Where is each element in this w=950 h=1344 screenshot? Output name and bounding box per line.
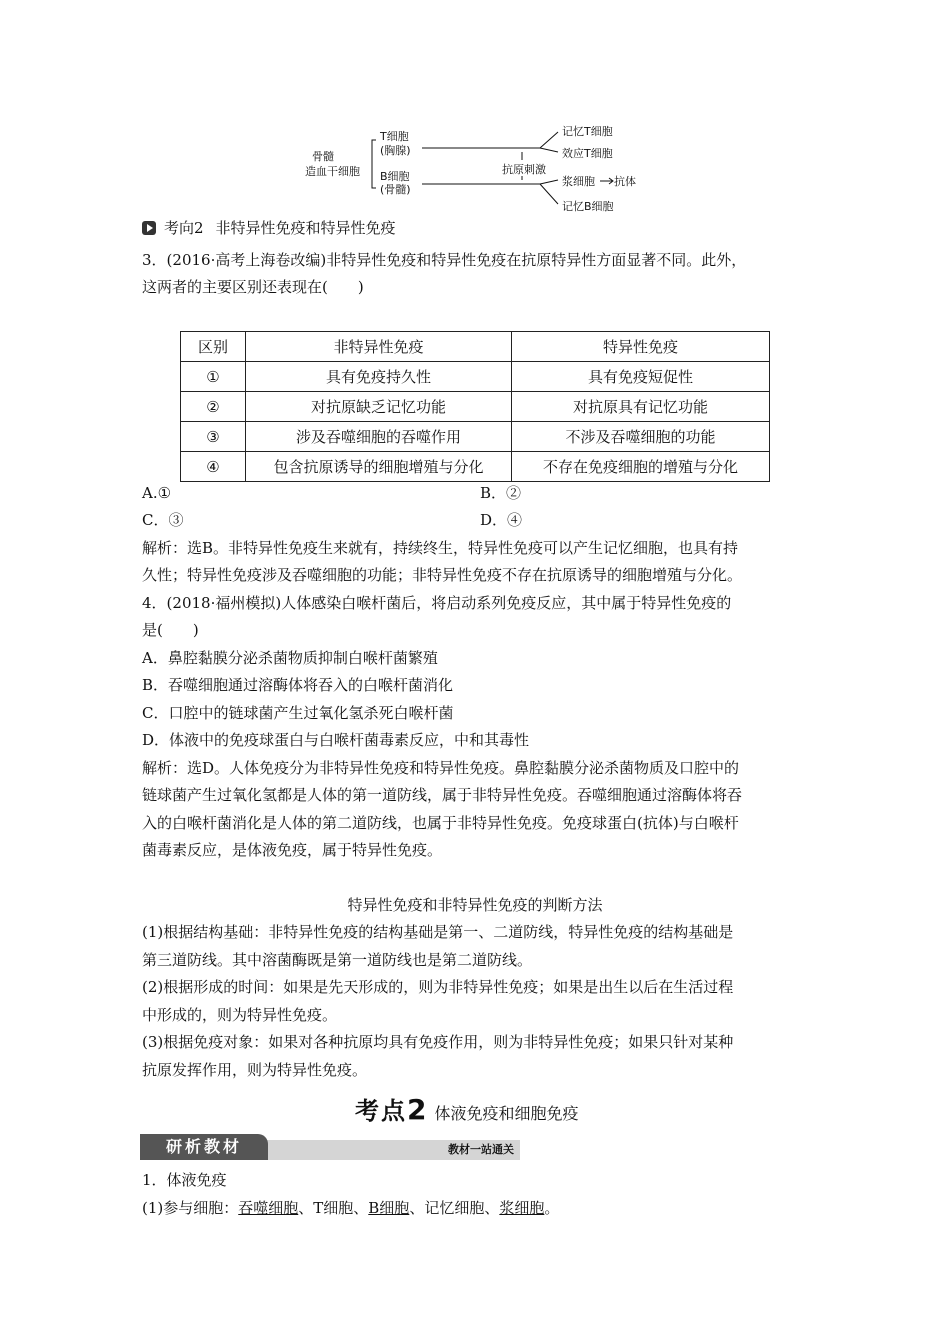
q4-analysis-line: 解析：选D。人体免疫分为非特异性免疫和特异性免疫。鼻腔黏膜分泌杀菌物质及口腔中的 (142, 759, 740, 777)
q3-option-a[interactable]: A.① (142, 484, 172, 502)
method-title: 特异性免疫和非特异性免疫的判断方法 (347, 896, 603, 914)
diagram-antibody: 抗体 (614, 175, 636, 188)
method-line: (3)根据免疫对象：如果对各种抗原均具有免疫作用，则为非特异性免疫；如果只针对某种 (142, 1033, 734, 1051)
method-line: 抗原发挥作用，则为特异性免疫。 (142, 1061, 368, 1079)
q3-option-b[interactable]: B．② (480, 484, 522, 502)
table-cell: ② (181, 392, 246, 422)
kaoxiang-heading (142, 218, 396, 238)
q4-option-d[interactable]: D．体液中的免疫球蛋白与白喉杆菌毒素反应，中和其毒性 (142, 731, 530, 749)
diagram-arrow-plasma (540, 180, 558, 184)
banner-right-label: 教材一站通关 (448, 1143, 514, 1156)
table-row (181, 392, 770, 422)
q3-analysis-line1: 解析：选B。非特异性免疫生来就有，持续终生，特异性免疫可以产生记忆细胞，也具有持 (142, 539, 739, 557)
banner-left-label: 研析教材 (140, 1134, 268, 1160)
play-icon (142, 221, 156, 235)
q3-stem-line2: 这两者的主要区别还表现在( ) (142, 278, 364, 296)
diagram-stimulus: 抗原刺激 (502, 163, 546, 176)
table-cell: ① (181, 362, 246, 392)
cells-sep-2: 、记忆细胞、 (409, 1199, 500, 1217)
cell-answer-3: 浆细胞 (499, 1199, 545, 1217)
table-row (181, 362, 770, 392)
diagram-t-origin: (胸腺) (380, 144, 411, 157)
method-line: (2)根据形成的时间：如果是先天形成的，则为非特异性免疫；如果是出生以后在生活过程 (142, 978, 734, 996)
kaodian-heading (355, 1091, 579, 1126)
diagram-t-cell: T细胞 (380, 130, 409, 143)
cell-answer-1: 吞噬细胞 (238, 1199, 299, 1217)
table-cell: 具有免疫持久性 (246, 362, 512, 392)
q4-analysis-line: 入的白喉杆菌消化是人体的第二道防线，也属于非特异性免疫。免疫球蛋白(抗体)与白喉杆 (142, 814, 739, 832)
q4-stem-line2: 是( ) (142, 621, 199, 639)
q3-option-c[interactable]: C．③ (142, 511, 184, 529)
kaoxiang-label: 考向2 (164, 219, 204, 237)
diagram-b-origin: (骨髓) (380, 183, 411, 196)
diagram-memory-b: 记忆B细胞 (562, 200, 614, 213)
diagram-arrow-memory-b (540, 184, 558, 204)
method-line: 第三道防线。其中溶菌酶既是第一道防线也是第二道防线。 (142, 951, 533, 969)
cell-answer-2: B细胞 (368, 1199, 410, 1217)
q4-analysis-line: 菌毒素反应，是体液免疫，属于特异性免疫。 (142, 841, 443, 859)
q4-analysis-line: 链球菌产生过氧化氢都是人体的第一道防线，属于非特异性免疫。吞噬细胞通过溶酶体将吞 (142, 786, 743, 804)
lymphocyte-origin-diagram (300, 118, 640, 218)
q4-stem-line1: 4．(2018·福州模拟)人体感染白喉杆菌后，将启动系列免疫反应，其中属于特异性免疫的 (142, 594, 732, 612)
table-cell: ③ (181, 422, 246, 452)
cells-end: 。 (544, 1199, 560, 1217)
table-header-cell: 特异性免疫 (512, 332, 770, 362)
table-header-cell: 区别 (181, 332, 246, 362)
diagram-memory-t: 记忆T细胞 (562, 125, 613, 138)
cells-sep-1: 、T细胞、 (298, 1199, 369, 1217)
kaodian-number: 2 (407, 1093, 427, 1126)
table-cell: ④ (181, 452, 246, 482)
table-header-cell: 非特异性免疫 (246, 332, 512, 362)
q3-analysis-line2: 久性；特异性免疫涉及吞噬细胞的功能；非特异性免疫不存在抗原诱导的细胞增殖与分化。 (142, 566, 743, 584)
table-row (181, 452, 770, 482)
section1-heading: 1．体液免疫 (142, 1171, 227, 1189)
cells-prefix: (1)参与细胞： (142, 1199, 239, 1217)
method-line: (1)根据结构基础：非特异性免疫的结构基础是第一、二道防线，特异性免疫的结构基础是 (142, 923, 734, 941)
diagram-effector-t: 效应T细胞 (562, 147, 613, 160)
table-cell: 对抗原缺乏记忆功能 (246, 392, 512, 422)
q4-option-b[interactable]: B．吞噬细胞通过溶酶体将吞入的白喉杆菌消化 (142, 676, 454, 694)
q4-option-c[interactable]: C．口腔中的链球菌产生过氧化氢杀死白喉杆菌 (142, 704, 454, 722)
table-cell: 对抗原具有记忆功能 (512, 392, 770, 422)
method-line: 中形成的，则为特异性免疫。 (142, 1006, 338, 1024)
section-banner (140, 1134, 520, 1160)
table-cell: 不涉及吞噬细胞的功能 (512, 422, 770, 452)
table-cell: 不存在免疫细胞的增殖与分化 (512, 452, 770, 482)
q3-stem-line1: 3．(2016·高考上海卷改编)非特异性免疫和特异性免疫在抗原特异性方面显著不同。此外， (142, 251, 747, 269)
diagram-source-bottom: 造血干细胞 (305, 165, 360, 178)
table-cell: 具有免疫短促性 (512, 362, 770, 392)
section1-cells-line (142, 1198, 559, 1218)
diagram-b-cell: B细胞 (380, 170, 410, 183)
diagram-brace (372, 140, 376, 188)
diagram-plasma: 浆细胞 (562, 175, 595, 188)
table-header-row (181, 332, 770, 362)
table-cell: 涉及吞噬细胞的吞噬作用 (246, 422, 512, 452)
kaodian-title: 体液免疫和细胞免疫 (434, 1104, 579, 1123)
table-row (181, 422, 770, 452)
q3-option-d[interactable]: D．④ (480, 511, 523, 529)
diagram-source-top: 骨髓 (312, 150, 334, 163)
table-cell: 包含抗原诱导的细胞增殖与分化 (246, 452, 512, 482)
kaoxiang-title: 非特异性免疫和特异性免疫 (215, 219, 396, 237)
q3-comparison-table (180, 331, 770, 482)
diagram-arrow-memory-t (540, 132, 558, 148)
diagram-arrow-effector-t (540, 148, 558, 152)
kaodian-prefix: 考点 (355, 1097, 407, 1125)
q4-option-a[interactable]: A．鼻腔黏膜分泌杀菌物质抑制白喉杆菌繁殖 (142, 649, 438, 667)
